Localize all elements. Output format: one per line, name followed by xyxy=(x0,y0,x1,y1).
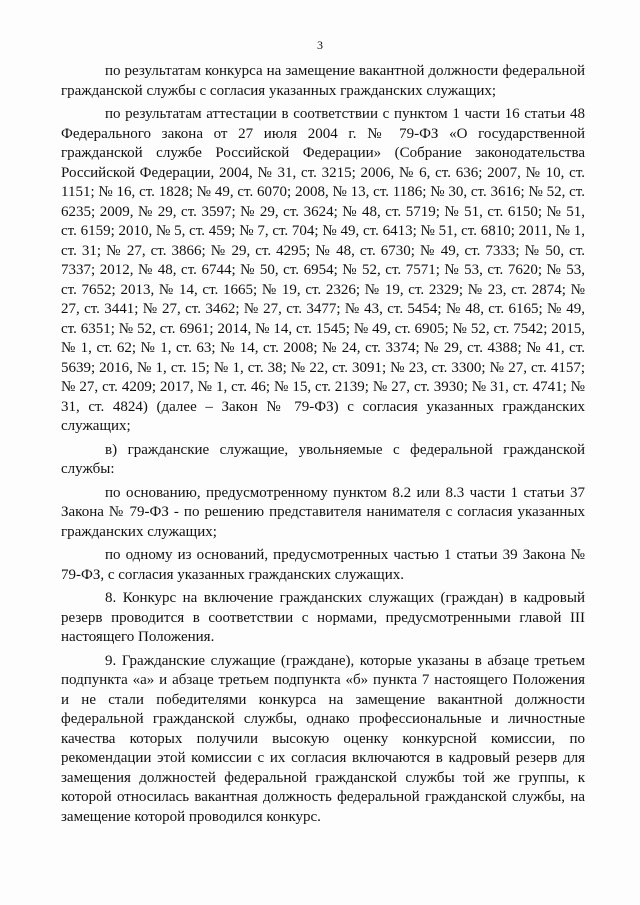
document-body xyxy=(61,62,585,827)
paragraph-clause-8: 8. Конкурс на включение гражданских служащих (граждан) в кадровый резерв проводится в соответствии с нормами, предусмотренными главой III настоящего Положения. xyxy=(61,590,585,645)
paragraph-basis-article-37: по основанию, предусмотренному пунктом 8.2 или 8.3 части 1 статьи 37 Закона № 79-ФЗ - по решению представителя нанимателя с согласия указанных гражданских служащих; xyxy=(61,484,585,540)
paragraph-clause-9: 9. Гражданские служащие (граждане), которые указаны в абзаце третьем подпункта «а» и абзаце третьем подпункта «б» пункта 7 настоящего Положения и не стали победителями конкурса на замещение вакантной должности федеральной гражданской службы, однако профессиональные и личностные качества которых получили высокую оценку конкурсной комиссии, по рекомендации этой комиссии с их согласия включаются в кадровый резерв для замещения должностей федеральной гражданской службы той же группы, к которой относилась вакантная должность федеральной гражданской службы, на замещение которой проводился конкурс. xyxy=(61,652,585,825)
paragraph-contest-results: по результатам конкурса на замещение вакантной должности федеральной гражданской службы с согласия указанных гражданских служащих; xyxy=(61,63,585,99)
page-number: 3 xyxy=(317,38,323,52)
paragraph-attestation-results: по результатам аттестации в соответствии с пунктом 1 части 16 статьи 48 Федерального закона от 27 июля 2004 г. № 79-ФЗ «О государственной гражданской службе Российской Федерации» (Собрание законодательства Российской Федерации, 2004, № 31, ст. 3215; 2006, № 6, ст. 636; 2007, № 10, ст. 1151; № 16, ст. 1828; № 49, ст. 6070; 2008, № 13, ст. 1186; № 30, ст. 3616; № 52, ст. 6235; 2009, № 29, ст. 3597; № 29, ст. 3624; № 48, ст. 5719; № 51, ст. 6150; № 51, ст. 6159; 2010, № 5, ст. 459; № 7, ст. 704; № 49, ст. 6413; № 51, ст. 6810; 2011, № 1, ст. 31; № 27, ст. 3866; № 29, ст. 4295; № 48, ст. 6730; № 49, ст. 7333; № 50, ст. 7337; 2012, № 48, ст. 6744; № 50, ст. 6954; № 52, ст. 7571; № 53, ст. 7620; № 53, ст. 7652; 2013, № 14, ст. 1665; № 19, ст. 2326; № 19, ст. 2329; № 23, ст. 2874; № 27, ст. 3441; № 27, ст. 3462; № 27, ст. 3477; № 43, ст. 5454; № 48, ст. 6165; № 49, ст. 6351; № 52, ст. 6961; 2014, № 14, ст. 1545; № 49, ст. 6905; № 52, ст. 7542; 2015, № 1, ст. 62; № 1, ст. 63; № 14, ст. 2008; № 24, ст. 3374; № 29, ст. 4388; № 41, ст. 5639; 2016, № 1, ст. 15; № 1, ст. 38; № 22, ст. 3091; № 23, ст. 3300; № 27, ст. 4157; № 27, ст. 4209; 2017, № 1, ст. 46; № 15, ст. 2139; № 27, ст. 3930; № 31, ст. 4741; № 31, ст. 4824) (далее – Закон № 79-ФЗ) с согласия указанных гражданских служащих; xyxy=(61,106,585,434)
paragraph-item-v: в) гражданские служащие, увольняемые с федеральной гражданской службы: xyxy=(61,441,585,477)
paragraph-basis-article-39: по одному из оснований, предусмотренных частью 1 статьи 39 Закона № 79-ФЗ, с согласия указанных гражданских служащих. xyxy=(61,547,585,583)
